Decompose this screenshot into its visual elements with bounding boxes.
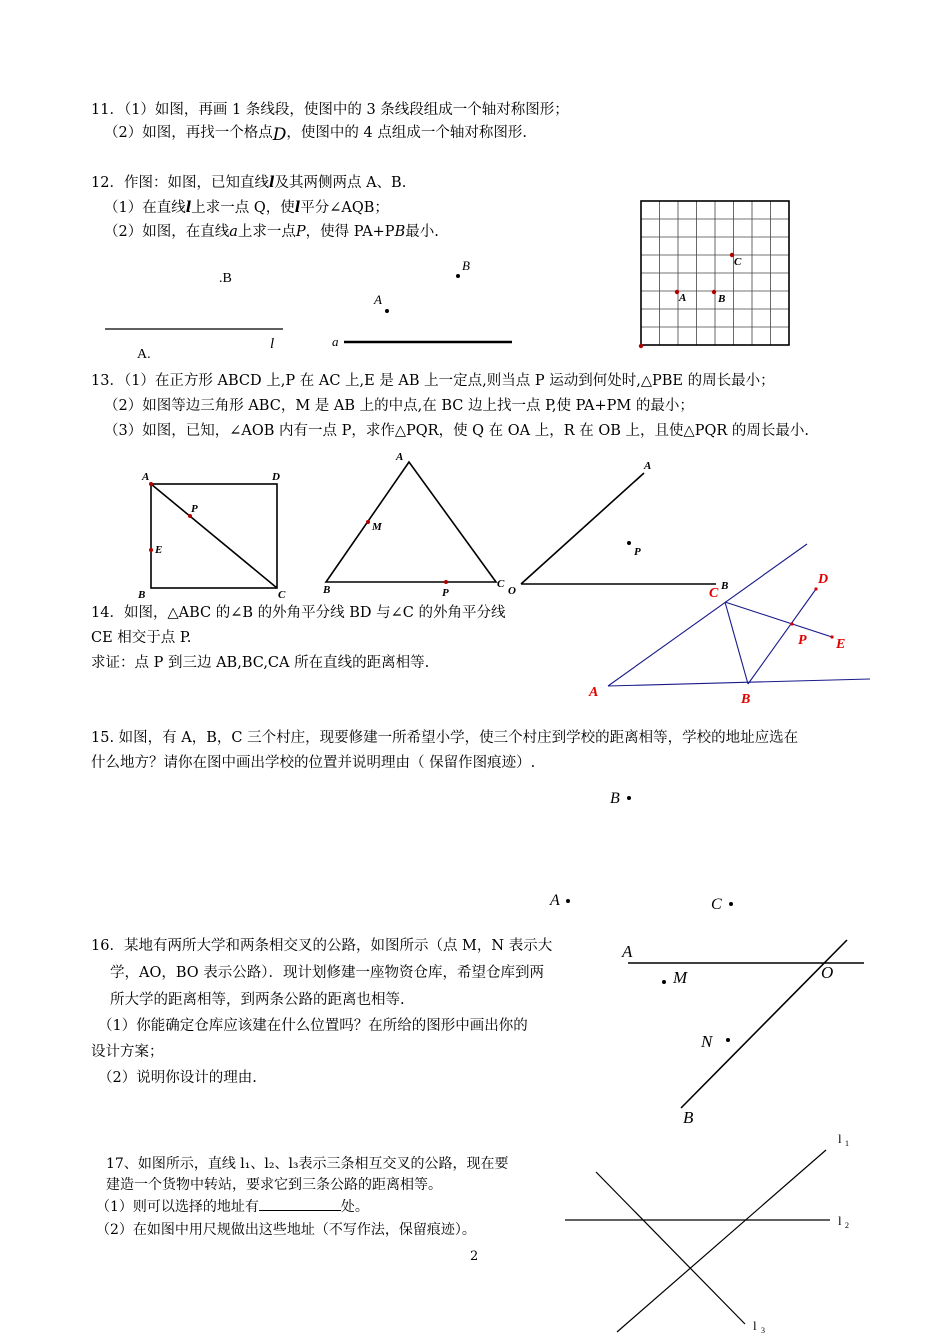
q17-label-l1: l [838,1131,842,1146]
triangle-label-p: P [442,587,449,599]
angle-label-a: A [644,460,652,472]
q13-line1: 13．（1）在正方形 ABCD 上,P 在 AC 上,E 是 AB 上一定点,则当点 P 运动到何处时,△PBE 的周长最小； [91,373,775,389]
q15-point-a [566,899,570,903]
segment-cb [725,602,748,684]
square-label-c: C [278,589,286,601]
q17-line1: 17、如图所示，直线 l₁、l₂、l₃表示三条相互交叉的公路，现在要 [106,1156,509,1172]
q11-line2-a: （2）如图，再找一个格点 [104,125,273,141]
q16-line1: 16．某地有两所大学和两条相交叉的公路，如图所示（点 M，N 表示大 [91,938,553,954]
q12-p2-d: 最小. [405,224,439,240]
q12-p2-a: （2）如图，在直线 [104,224,230,240]
square-label-d: D [272,471,280,483]
q12-f1-label-a: A. [137,347,151,362]
q14-label-e: E [836,637,846,652]
grid-label-c: C [734,256,742,268]
page-number: 2 [470,1249,479,1264]
q14-figure [588,544,870,707]
square-point-e [149,548,153,552]
grid-corner-point [639,344,643,348]
q14-label-b: B [741,692,751,707]
q17-label-l3: l [753,1318,757,1333]
grid-lines [641,201,789,345]
triangle-label-b: B [323,584,331,596]
square-label-e: E [155,544,163,556]
q12-f2-label-a: A [374,292,382,307]
q12-p1-b: 上求一点 Q，使 [191,200,295,216]
q15-label-a: A [550,892,560,909]
q12-title-var: l [268,174,275,191]
angle-label-o: O [508,585,516,597]
q13-triangle-figure [322,451,505,599]
q17-label-l2-sub: 2 [845,1221,849,1230]
q14-label-p: P [798,633,807,648]
q14-label-d: D [818,572,829,587]
q14-line3: 求证：点 P 到三边 AB,BC,CA 所在直线的距离相等. [91,655,430,671]
q13-line2: （2）如图等边三角形 ABC，M 是 AB 上的中点,在 BC 边上找一点 P,使 PA+PM 的最小； [104,398,694,414]
q16-line6: （2）说明你设计的理由. [98,1070,257,1086]
q11-var-d: D [272,125,287,145]
q12-f2-point-a [385,309,389,313]
q11-grid-figure [639,201,789,348]
q12-figure-2 [332,258,512,349]
q14-point-p [790,622,793,625]
q17-label-l1-sub: 1 [845,1139,849,1148]
q13-angle-figure [508,460,728,597]
q14-line1: 14．如图，△ABC 的∠B 的外角平分线 BD 与∠C 的外角平分线 [91,605,506,621]
q13-line3: （3）如图，已知，∠AOB 内有一点 P，求作△PQR，使 Q 在 OA 上，R 在 OB 上，且使△PQR 的周长最小. [104,423,809,439]
q12-p2-c: ，使得 PA+P [305,224,395,240]
q16-label-o: O [821,963,834,982]
q11-line2-b: ，使图中的 4 点组成一个轴对称图形. [286,125,527,141]
q12-f2-label-a-line: a [332,334,339,349]
q15-label-c: C [711,896,722,913]
angle-point-p [627,541,631,545]
angle-label-p: P [634,546,641,558]
q14-label-a: A [589,685,599,700]
q15-line2: 什么地方？请你在图中画出学校的位置并说明理由（ 保留作图痕迹）. [91,755,536,771]
q17-line4: （2）在如图中用尺规做出这些地址（不写作法，保留痕迹）。 [96,1222,476,1238]
diagonal-ac [151,484,277,588]
q17-line2: 建造一个货物中转站，要求它到三条公路的距离相等。 [106,1177,442,1193]
q12-p2-b: 上求一点 [237,224,296,240]
line-ac-extended [608,544,807,686]
q16-point-n [726,1038,730,1042]
q12-f1-label-l: l [270,336,275,352]
q15-point-c [729,902,733,906]
triangle-label-a: A [396,451,404,463]
triangle-point-m [366,520,370,524]
q12-figure-1 [105,271,283,362]
q11-line1: 11．（1）如图，再画 1 条线段，使图中的 3 条线段组成一个轴对称图形； [91,102,569,118]
q12-p1-var1: l [185,199,192,216]
q16-label-b: B [683,1108,694,1127]
square-label-b: B [138,589,146,601]
q17-label-l3-sub: 3 [761,1326,765,1335]
bisector-ce [725,602,832,637]
q17-line3-b: 处。 [340,1199,369,1215]
q12-f2-point-b [456,274,460,278]
q12-p2-var: a [229,224,238,240]
q12-p1-c: 平分∠AQB； [300,200,389,216]
q12-title-a: 12．作图：如图，已知直线 [91,175,269,191]
q15-label-b: B [610,790,620,807]
ray-oa [521,473,644,584]
angle-label-b: B [721,580,729,592]
q17-label-l2: l [838,1213,842,1228]
q14-line2: CE 相交于点 P. [91,630,192,646]
triangle-abc [326,462,496,582]
q12-f1-label-b: .B [219,271,232,286]
road-l3 [596,1172,745,1324]
q12-p2-var3: B [394,224,406,240]
q12-p2-var2: P [295,224,306,240]
q12-title-b: 及其两侧两点 A、B. [274,175,407,191]
q12-p1-a: （1）在直线 [104,200,186,216]
triangle-label-c: C [497,578,505,590]
q13-square-figure [137,471,286,601]
q17-line3-a: （1）则可以选择的地址有 [96,1199,259,1215]
q16-label-m: M [673,968,688,987]
triangle-point-p [444,580,448,584]
q15-figure [549,790,733,913]
q16-line3: 所大学的距离相等，到两条公路的距离也相等. [110,992,405,1008]
q16-label-n: N [701,1032,713,1051]
square-label-p: P [191,503,198,515]
grid-label-b: B [718,293,726,305]
line-ab-extended [608,679,870,686]
q12-p1-var2: l [294,199,301,216]
q15-point-b [627,796,631,800]
grid-point-b [712,290,716,294]
q16-point-m [662,980,666,984]
q14-point-e [830,635,833,638]
triangle-label-m: M [372,521,382,533]
q14-label-c: C [709,586,719,601]
grid-label-a: A [679,292,687,304]
q16-figure [621,940,864,1127]
q16-label-a: A [622,942,633,961]
road-l1 [617,1150,826,1332]
square-point-a [149,482,153,486]
q14-point-d [814,587,817,590]
q17-figure [565,1131,849,1335]
q12-f2-label-b: B [462,258,470,273]
q16-line4: （1）你能确定仓库应该建在什么位置吗？在所给的图形中画出你的 [98,1018,528,1034]
square-label-a: A [142,471,150,483]
q16-line5: 设计方案； [91,1044,164,1060]
q15-line1: 15. 如图，有 A，B，C 三个村庄，现要修建一所希望小学，使三个村庄到学校的距离相等，学校的地址应选在 [91,730,799,746]
q16-line2: 学，AO，BO 表示公路）．现计划修建一座物资仓库，希望仓库到两 [110,965,545,981]
